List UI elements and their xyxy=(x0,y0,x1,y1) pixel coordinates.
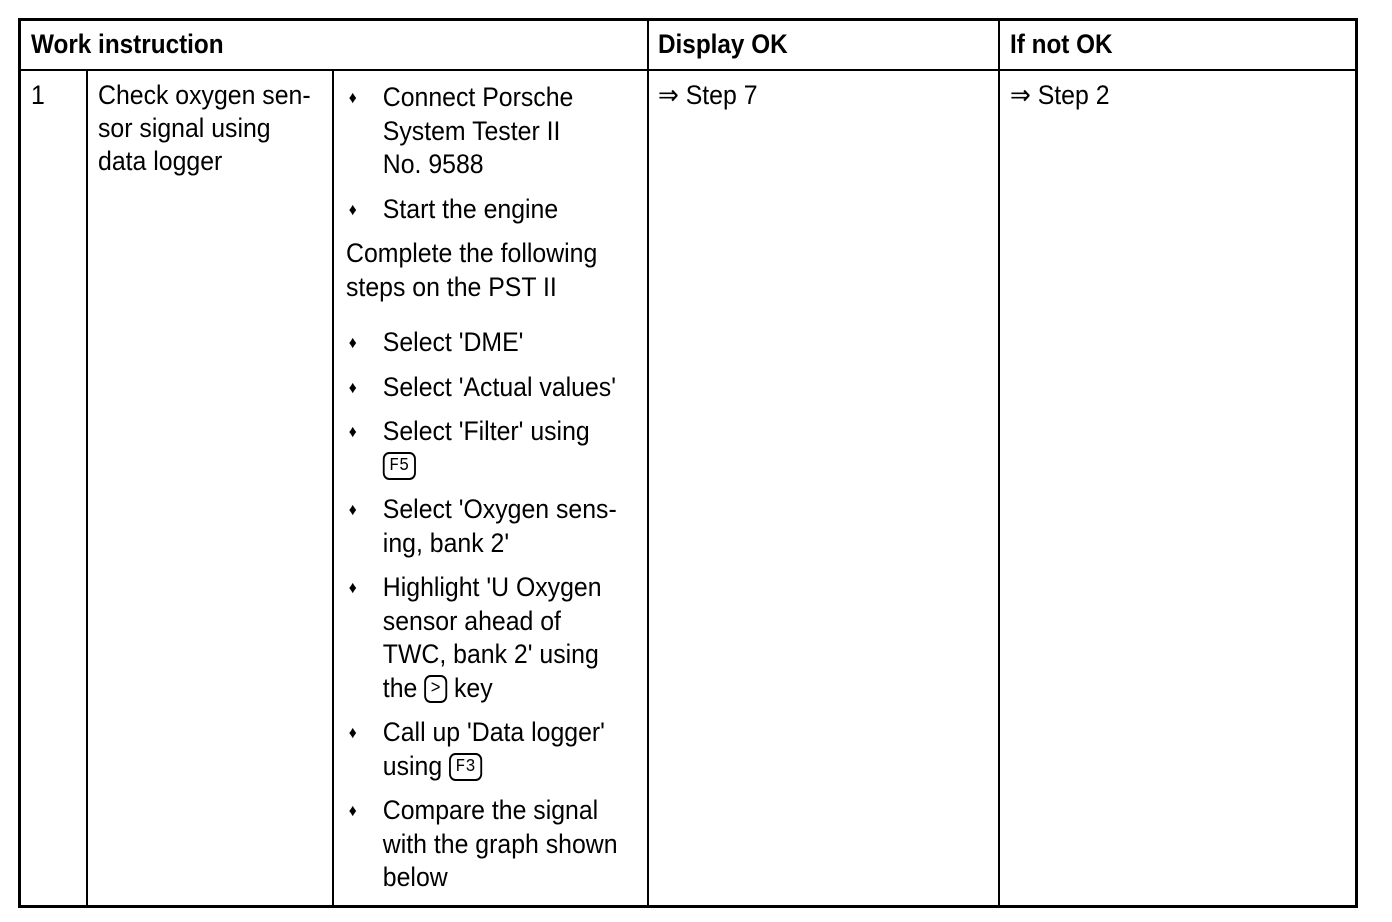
bullet-diamond-icon: ♦ xyxy=(348,578,357,597)
keyboard-key: > xyxy=(424,675,447,703)
column-divider xyxy=(332,69,334,905)
steps-list-b xyxy=(346,326,622,895)
step-text: Highlight 'U Oxygen sensor ahead of TWC, bank 2' using the xyxy=(382,572,602,703)
step-item xyxy=(346,415,622,482)
step-text: Connect Porsche System Tester II No. 9588 xyxy=(382,82,574,179)
step-text: Compare the signal with the graph shown below xyxy=(382,795,618,892)
display-ok-result: ⇒ Step 7 xyxy=(658,80,758,110)
step-text-suffix: key xyxy=(447,672,493,703)
step-number: 1 xyxy=(31,80,45,110)
step-item xyxy=(346,716,622,783)
bullet-diamond-icon: ♦ xyxy=(348,88,357,107)
bullet-diamond-icon: ♦ xyxy=(348,801,357,820)
step-text: Call up 'Data logger' using xyxy=(382,717,605,781)
step-item xyxy=(346,326,622,360)
step-text: Select 'Oxygen sens- ing, bank 2' xyxy=(382,494,617,558)
step-item xyxy=(346,493,622,560)
keyboard-key: F3 xyxy=(449,753,482,781)
step-item xyxy=(346,193,622,227)
column-divider xyxy=(647,21,649,905)
step-text: Select 'DME' xyxy=(382,327,524,357)
step-item xyxy=(346,371,622,405)
step-item xyxy=(346,81,622,182)
step-text: Start the engine xyxy=(382,193,559,224)
header-if-not-ok: If not OK xyxy=(1010,29,1113,59)
header-divider xyxy=(21,69,1355,71)
pst-instruction-paragraph: Complete the following steps on the PST II xyxy=(346,238,598,302)
bullet-diamond-icon: ♦ xyxy=(348,377,357,397)
bullet-diamond-icon: ♦ xyxy=(348,500,357,519)
step-item xyxy=(346,794,622,895)
instruction-steps xyxy=(346,81,622,906)
column-divider xyxy=(86,69,88,905)
keyboard-key: F5 xyxy=(383,452,416,480)
step-text: Select 'Filter' using xyxy=(382,416,590,446)
bullet-diamond-icon: ♦ xyxy=(348,333,357,352)
task-description: Check oxygen sen- sor signal using data logger xyxy=(98,80,311,176)
header-display-ok: Display OK xyxy=(658,29,788,59)
column-divider xyxy=(998,21,1000,905)
if-not-ok-result: ⇒ Step 2 xyxy=(1010,80,1110,110)
work-instruction-table xyxy=(18,18,1358,908)
step-item xyxy=(346,571,622,705)
steps-list-a xyxy=(346,81,622,226)
bullet-diamond-icon: ♦ xyxy=(348,422,357,441)
header-work-instruction: Work instruction xyxy=(31,29,224,59)
bullet-diamond-icon: ♦ xyxy=(348,199,357,219)
bullet-diamond-icon: ♦ xyxy=(348,723,357,742)
step-text: Select 'Actual values' xyxy=(382,371,616,402)
